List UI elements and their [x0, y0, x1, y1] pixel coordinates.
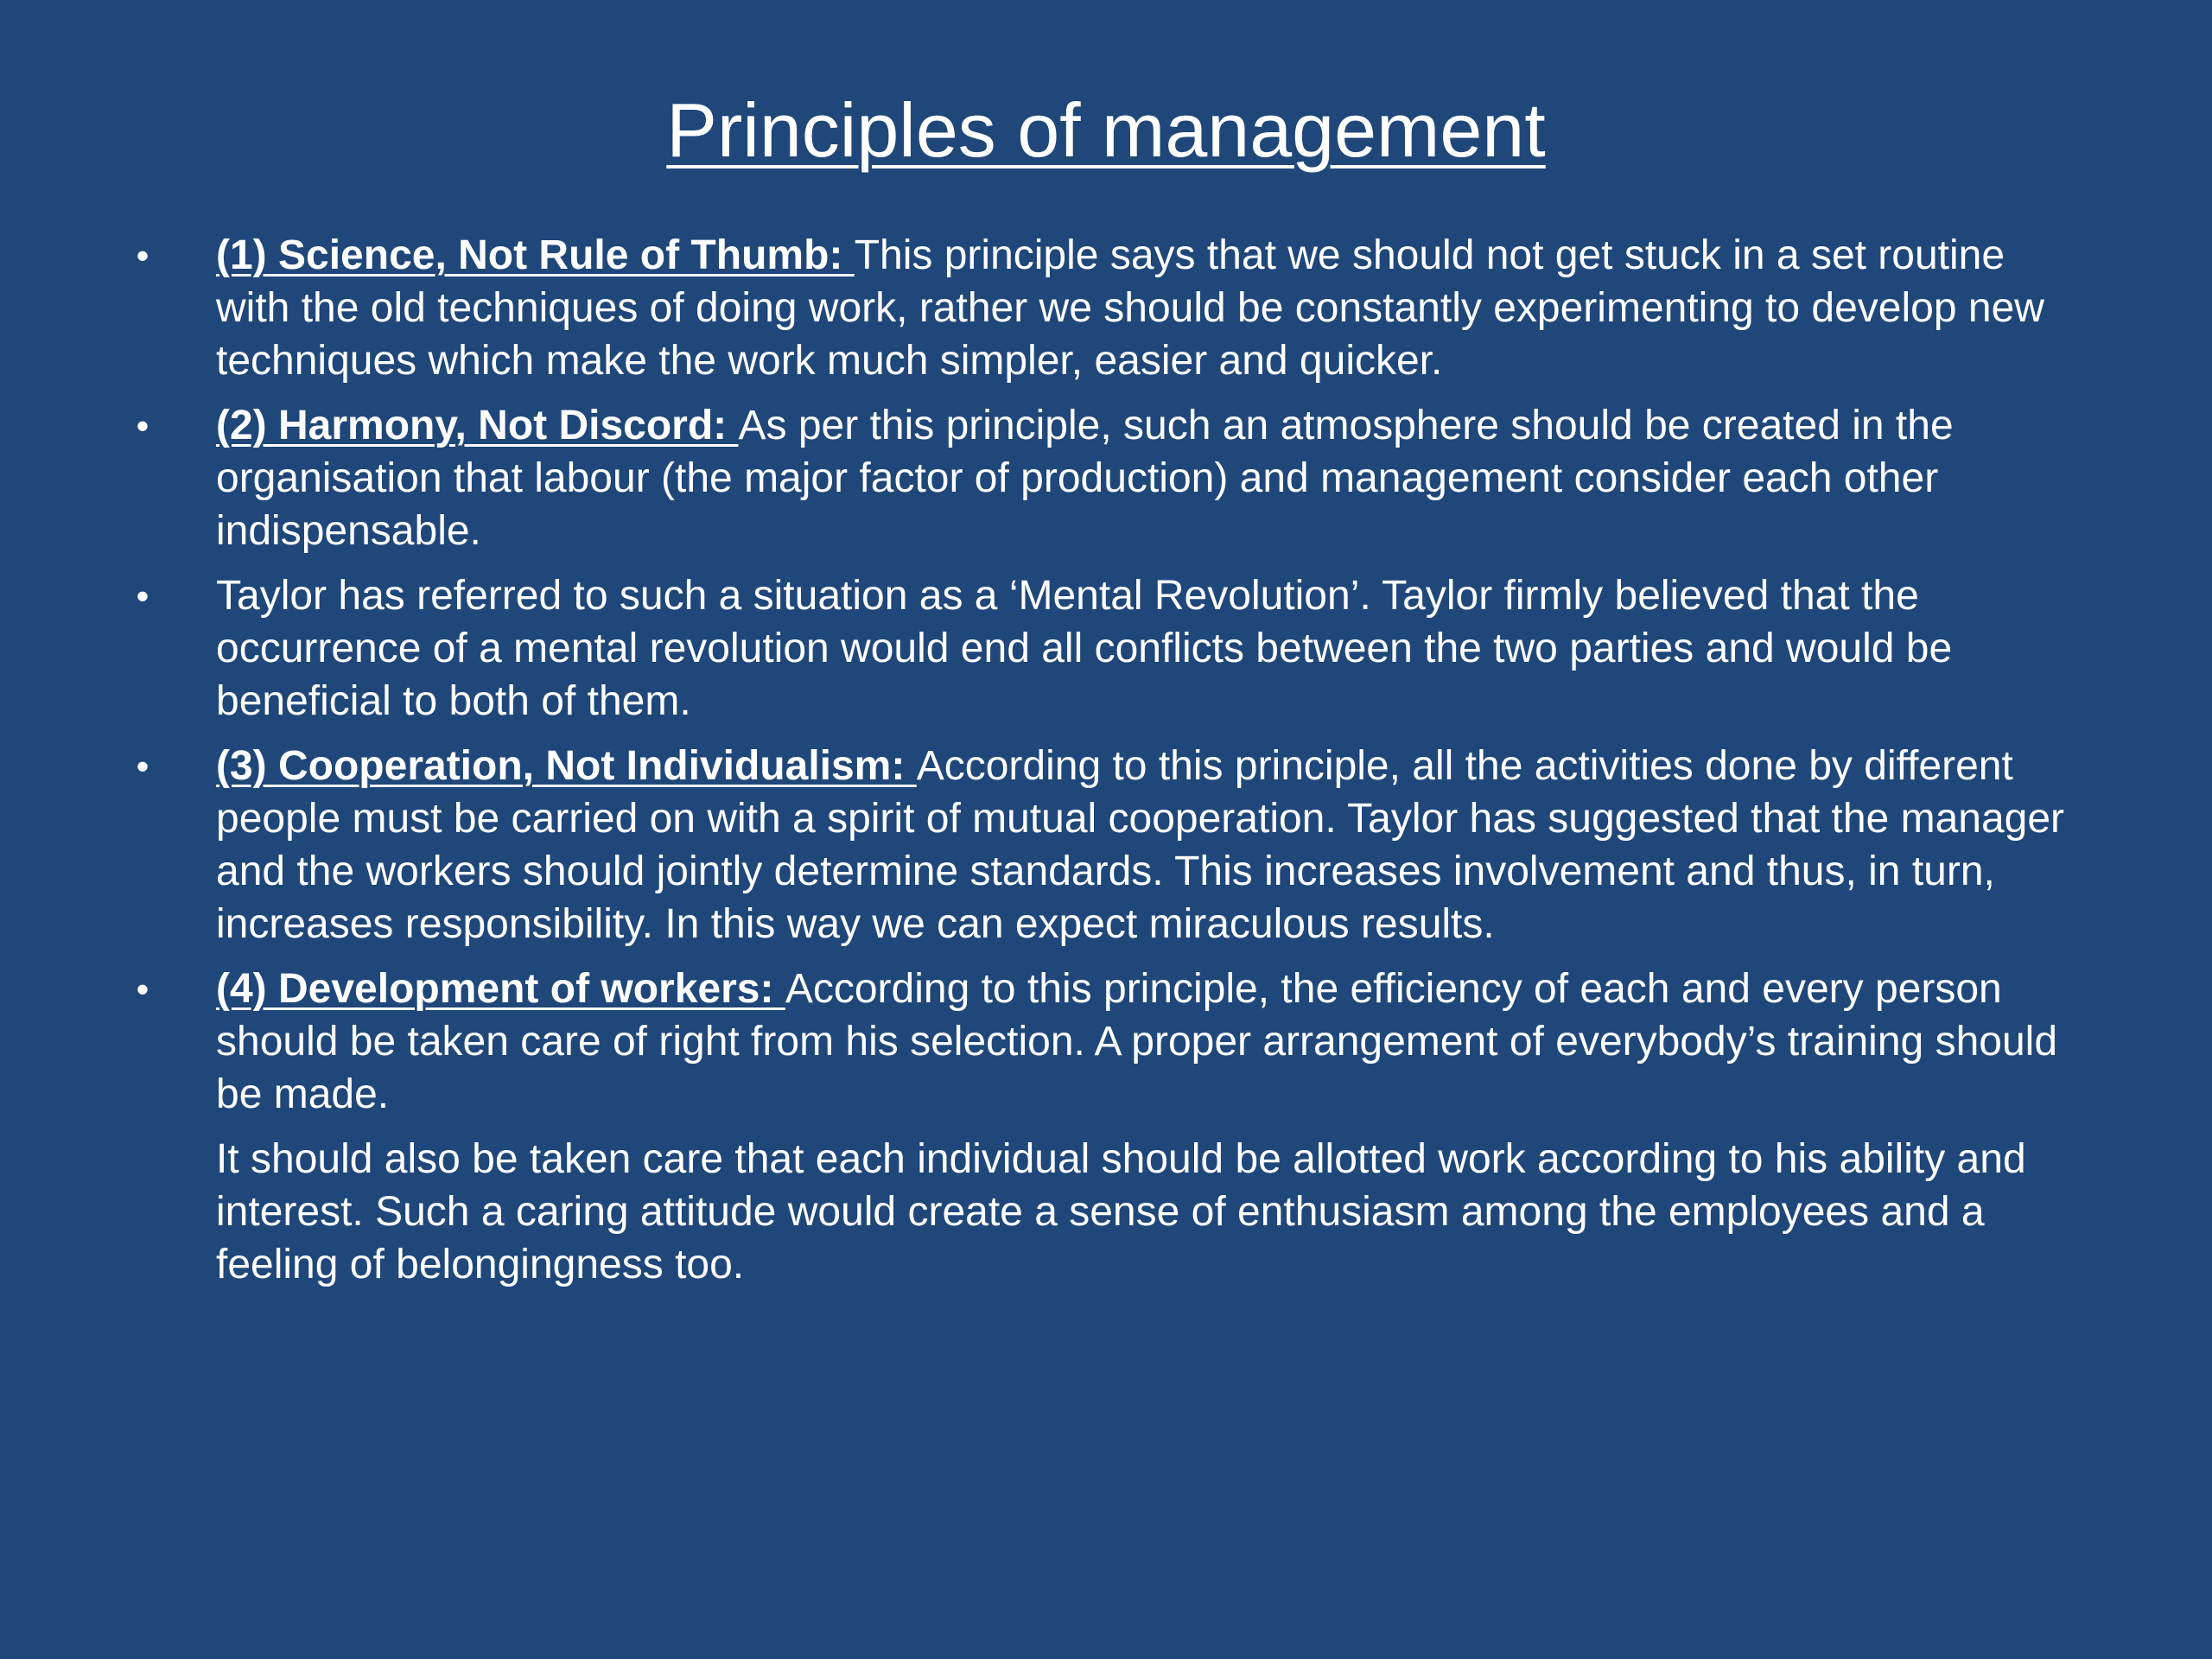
list-item	[130, 740, 2082, 950]
principle-text: It should also be taken care that each individual should be allotted work according to his ability and interest. Such a caring attitude would create a sense of enthusiasm among the employees and a feeling of belongingness too.	[216, 1136, 2026, 1287]
list-item	[130, 399, 2082, 557]
principle-heading: (3) Cooperation, Not Individualism:	[216, 743, 917, 789]
principle-heading: (2) Harmony, Not Discord:	[216, 403, 739, 448]
bullet-icon: •	[136, 969, 149, 1009]
principle-heading: (1) Science, Not Rule of Thumb:	[216, 232, 855, 278]
bullet-list	[130, 229, 2082, 1291]
bullet-icon: •	[136, 235, 149, 276]
principle-text: According to this principle, all the activities done by different people must be carried on with a spirit of mutual cooperation. Taylor has suggested that the manager and the workers should jointly determine standards. This increases involvement and thus, in turn, increases responsibility. In this way we can expect miraculous results.	[216, 743, 2065, 947]
bullet-icon: •	[136, 575, 149, 616]
list-item	[130, 229, 2082, 387]
bullet-icon: •	[136, 405, 149, 446]
principle-heading: (4) Development of workers:	[216, 966, 785, 1012]
slide-title-text: Principles of management	[666, 87, 1546, 173]
slide-title	[0, 86, 2212, 174]
principle-text: Taylor has referred to such a situation as a ‘Mental Revolution’. Taylor firmly believed that the occurrence of a mental revolution would end all conflicts between the two parties and would be beneficial to both of them.	[216, 573, 1953, 724]
list-item	[130, 963, 2082, 1121]
principle-text: This principle says that we should not get stuck in a set routine with the old techniques of doing work, rather we should be constantly experimenting to develop new techniques which make the work much simpler, easier and quicker.	[216, 232, 2044, 384]
bullet-icon: •	[136, 746, 149, 786]
principle-text: As per this principle, such an atmosphere should be created in the organisation that labour (the major factor of production) and management consider each other indispensable.	[216, 403, 1954, 554]
list-item-continuation	[130, 1133, 2082, 1291]
principle-text: According to this principle, the efficiency of each and every person should be taken care of right from his selection. A proper arrangement of everybody’s training should be made.	[216, 966, 2058, 1117]
list-item	[130, 569, 2082, 728]
